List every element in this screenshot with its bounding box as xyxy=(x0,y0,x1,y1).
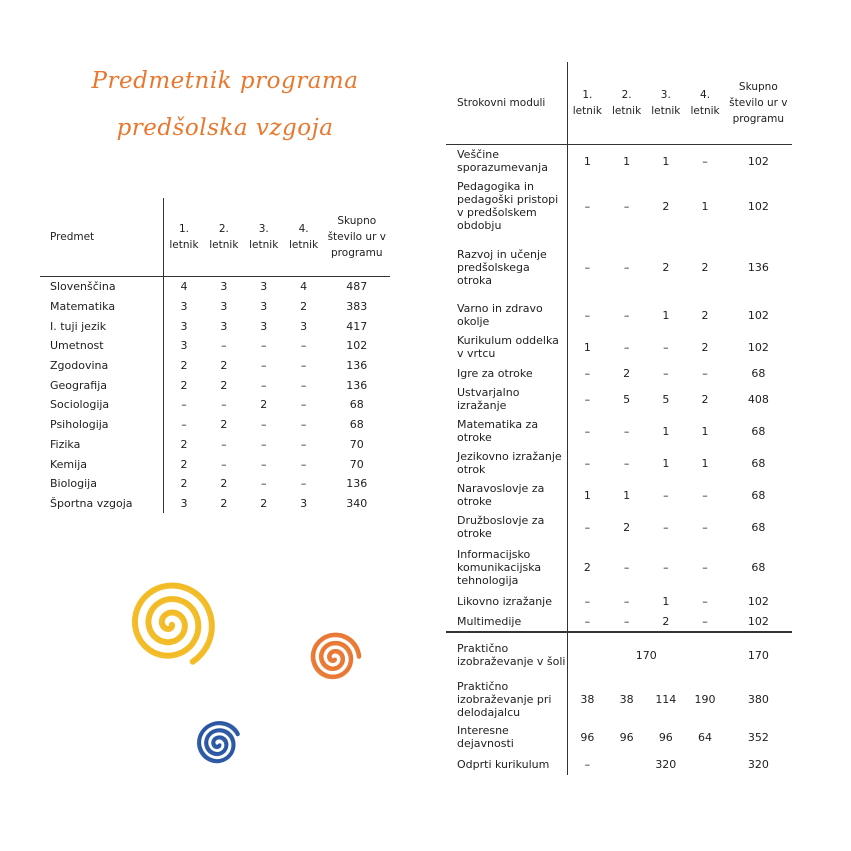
cell: 2 xyxy=(662,260,670,274)
cell: 1 xyxy=(623,154,631,168)
cell: – xyxy=(260,457,267,471)
blue-spiral-decoration xyxy=(192,718,246,770)
cell: – xyxy=(221,437,227,451)
row-label: Psihologija xyxy=(40,415,164,435)
general-subjects-table xyxy=(40,198,390,513)
row-total: 170 xyxy=(725,632,792,677)
row-total: 408 xyxy=(747,392,769,406)
table-row xyxy=(446,447,792,479)
cell: – xyxy=(663,488,669,502)
cell: 3 xyxy=(180,300,188,314)
cell: – xyxy=(623,308,630,322)
cell: 2 xyxy=(662,614,670,628)
row-label: Matematika xyxy=(40,297,164,317)
cell: 1 xyxy=(662,424,670,438)
cell: – xyxy=(584,366,591,380)
row-label: Praktično izobraževanje v šoli xyxy=(446,632,567,677)
header-year-3: 3. letnik xyxy=(646,62,685,145)
table-row xyxy=(40,336,390,356)
cell: – xyxy=(584,757,591,771)
cell: – xyxy=(300,339,307,353)
cell: 2 xyxy=(583,560,591,574)
cell: – xyxy=(221,398,227,412)
cell: 96 xyxy=(619,730,634,744)
table-row xyxy=(40,474,390,494)
header-total: Skupno število ur v programu xyxy=(725,62,792,145)
cell: 1 xyxy=(583,340,591,354)
cell: 2 xyxy=(220,496,228,510)
row-total: 417 xyxy=(346,319,368,333)
row-value: 320 xyxy=(655,757,677,771)
table-row xyxy=(40,395,390,415)
cell: 2 xyxy=(180,477,188,491)
row-total: 68 xyxy=(751,560,766,574)
row-total: 136 xyxy=(747,260,769,274)
cell: 2 xyxy=(662,199,670,213)
row-label: Matematika za otroke xyxy=(446,415,567,447)
row-total: 102 xyxy=(747,199,769,213)
cell: 2 xyxy=(220,477,228,491)
row-label: Umetnost xyxy=(40,336,164,356)
table-row xyxy=(446,611,792,632)
cell: – xyxy=(181,418,187,432)
header-module: Strokovni moduli xyxy=(446,62,567,145)
cell: – xyxy=(584,199,591,213)
cell: – xyxy=(663,520,669,534)
row-total: 68 xyxy=(751,456,766,470)
cell: 2 xyxy=(260,496,268,510)
row-total: 68 xyxy=(751,520,766,534)
cell: – xyxy=(623,614,630,628)
cell: – xyxy=(623,594,630,608)
table-row xyxy=(40,454,390,474)
cell: – xyxy=(623,199,630,213)
cell: – xyxy=(702,366,708,380)
cell: 2 xyxy=(623,366,631,380)
cell: – xyxy=(702,594,708,608)
cell: – xyxy=(623,260,630,274)
cell: 114 xyxy=(655,692,677,706)
row-total: 320 xyxy=(747,757,769,771)
header-year-1: 1. letnik xyxy=(567,62,607,145)
cell: 3 xyxy=(300,319,308,333)
row-total: 70 xyxy=(349,437,364,451)
table-row xyxy=(446,177,792,235)
row-label: Odprti kurikulum xyxy=(446,753,567,775)
row-label: Športna vzgoja xyxy=(40,494,164,514)
cell: 3 xyxy=(220,300,228,314)
row-total: 380 xyxy=(747,692,769,706)
row-value: 170 xyxy=(567,632,724,677)
cell: 1 xyxy=(583,488,591,502)
cell: 1 xyxy=(623,488,631,502)
row-label: Geografija xyxy=(40,375,164,395)
cell: 2 xyxy=(180,437,188,451)
cell: – xyxy=(702,154,708,168)
table-row xyxy=(40,356,390,376)
table-row xyxy=(40,375,390,395)
cell: 3 xyxy=(300,496,308,510)
cell: 3 xyxy=(180,496,188,510)
cell: 38 xyxy=(580,692,595,706)
cell: 3 xyxy=(180,339,188,353)
row-label: Pedagogika in pedagoški pristopi v predšolskem obdobju xyxy=(446,177,567,235)
cell: 2 xyxy=(260,398,268,412)
row-total: 68 xyxy=(751,366,766,380)
row-label: Razvoj in učenje predšolskega otroka xyxy=(446,235,567,299)
cell: 4 xyxy=(300,280,308,294)
cell: 2 xyxy=(701,392,709,406)
cell: – xyxy=(623,456,630,470)
table-row xyxy=(446,511,792,543)
cell: – xyxy=(260,339,267,353)
cell: – xyxy=(300,378,307,392)
cell: – xyxy=(702,520,708,534)
cell: – xyxy=(300,359,307,373)
cell: – xyxy=(260,359,267,373)
page-title-line-1: Predmetnik programa xyxy=(91,68,359,94)
row-total: 68 xyxy=(751,424,766,438)
header-year-1: 1. letnik xyxy=(164,198,204,277)
cell: 2 xyxy=(300,300,308,314)
cell: 190 xyxy=(694,692,716,706)
table-row xyxy=(40,316,390,336)
cell: 3 xyxy=(260,280,268,294)
cell: 5 xyxy=(662,392,670,406)
cell: 96 xyxy=(580,730,595,744)
row-label: Varno in zdravo okolje xyxy=(446,299,567,331)
cell: 2 xyxy=(623,520,631,534)
cell: 1 xyxy=(662,308,670,322)
cell: 3 xyxy=(220,280,228,294)
cell: – xyxy=(584,424,591,438)
header-year-4: 4. letnik xyxy=(685,62,724,145)
cell: – xyxy=(584,614,591,628)
table-row xyxy=(446,331,792,363)
row-label: Kurikulum oddelka v vrtcu xyxy=(446,331,567,363)
cell: 1 xyxy=(701,456,709,470)
row-label: Kemija xyxy=(40,454,164,474)
cell: 2 xyxy=(180,378,188,392)
cell: – xyxy=(260,477,267,491)
header-total: Skupno število ur v programu xyxy=(324,198,390,277)
table-row xyxy=(446,543,792,591)
row-label: Multimedije xyxy=(446,611,567,632)
row-total: 487 xyxy=(346,280,368,294)
table-row xyxy=(446,415,792,447)
cell: – xyxy=(300,437,307,451)
cell: 4 xyxy=(180,280,188,294)
cell: 38 xyxy=(619,692,634,706)
cell: 2 xyxy=(180,457,188,471)
cell: 64 xyxy=(698,730,713,744)
cell: 2 xyxy=(701,260,709,274)
header-subject: Predmet xyxy=(40,198,164,277)
table-row xyxy=(446,235,792,299)
cell: 3 xyxy=(220,319,228,333)
row-label: Veščine sporazumevanja xyxy=(446,145,567,178)
row-label: Jezikovno izražanje otrok xyxy=(446,447,567,479)
cell: – xyxy=(584,456,591,470)
table-row xyxy=(446,677,792,721)
cell: – xyxy=(623,424,630,438)
cell: – xyxy=(300,398,307,412)
row-label: Praktično izobraževanje pri delodajalcu xyxy=(446,677,567,721)
row-total: 70 xyxy=(349,457,364,471)
cell: 3 xyxy=(260,300,268,314)
row-label: Informacijsko komunikacijska tehnologija xyxy=(446,543,567,591)
table-row xyxy=(446,363,792,383)
row-total: 102 xyxy=(747,154,769,168)
table-row xyxy=(40,435,390,455)
cell: – xyxy=(260,437,267,451)
cell: – xyxy=(221,339,227,353)
table-row xyxy=(446,721,792,753)
cell: 2 xyxy=(701,308,709,322)
row-total: 68 xyxy=(751,488,766,502)
table-row xyxy=(446,145,792,178)
row-label: Družboslovje za otroke xyxy=(446,511,567,543)
cell: – xyxy=(584,520,591,534)
cell: 1 xyxy=(662,154,670,168)
cell: 2 xyxy=(220,418,228,432)
cell: 1 xyxy=(583,154,591,168)
cell: – xyxy=(584,308,591,322)
cell: 3 xyxy=(260,319,268,333)
cell: – xyxy=(300,457,307,471)
cell: – xyxy=(663,560,669,574)
cell: – xyxy=(663,340,669,354)
cell: 3 xyxy=(180,319,188,333)
cell: 96 xyxy=(658,730,673,744)
row-total: 352 xyxy=(747,730,769,744)
row-label: Zgodovina xyxy=(40,356,164,376)
table-row xyxy=(446,753,792,775)
header-year-3: 3. letnik xyxy=(244,198,284,277)
table-row xyxy=(40,494,390,514)
row-label: I. tuji jezik xyxy=(40,316,164,336)
row-label: Slovenščina xyxy=(40,277,164,297)
yellow-spiral-decoration xyxy=(112,578,224,678)
cell: – xyxy=(702,560,708,574)
cell: – xyxy=(300,477,307,491)
cell: – xyxy=(702,614,708,628)
row-total: 102 xyxy=(346,339,368,353)
cell: – xyxy=(221,457,227,471)
cell: – xyxy=(663,366,669,380)
row-label: Ustvarjalno izražanje xyxy=(446,383,567,415)
page-title-line-2: predšolska vzgoja xyxy=(116,115,334,141)
cell: 2 xyxy=(220,378,228,392)
table-row xyxy=(40,277,390,297)
table-row xyxy=(446,591,792,611)
row-total: 136 xyxy=(346,477,368,491)
professional-modules-table xyxy=(446,62,792,775)
cell: – xyxy=(584,260,591,274)
row-label: Fizika xyxy=(40,435,164,455)
row-label: Likovno izražanje xyxy=(446,591,567,611)
cell: – xyxy=(623,340,630,354)
row-label: Biologija xyxy=(40,474,164,494)
cell: 2 xyxy=(180,359,188,373)
cell: – xyxy=(702,488,708,502)
cell: – xyxy=(260,418,267,432)
cell: 1 xyxy=(701,424,709,438)
cell: – xyxy=(260,378,267,392)
cell: – xyxy=(623,560,630,574)
row-total: 68 xyxy=(349,418,364,432)
table-row xyxy=(446,383,792,415)
row-label: Sociologija xyxy=(40,395,164,415)
table-row xyxy=(40,297,390,317)
cell: 2 xyxy=(701,340,709,354)
cell: 5 xyxy=(623,392,631,406)
row-total: 340 xyxy=(346,496,368,510)
header-year-2: 2. letnik xyxy=(204,198,244,277)
row-total: 102 xyxy=(747,594,769,608)
cell: 1 xyxy=(701,199,709,213)
cell: 1 xyxy=(662,594,670,608)
row-total: 102 xyxy=(747,614,769,628)
orange-spiral-decoration xyxy=(304,628,362,688)
row-total: 136 xyxy=(346,359,368,373)
table-row xyxy=(446,479,792,511)
header-year-4: 4. letnik xyxy=(284,198,324,277)
cell: 2 xyxy=(220,359,228,373)
row-total: 383 xyxy=(346,300,368,314)
row-total: 102 xyxy=(747,308,769,322)
header-year-2: 2. letnik xyxy=(607,62,646,145)
table-row xyxy=(40,415,390,435)
cell: – xyxy=(181,398,187,412)
row-label: Igre za otroke xyxy=(446,363,567,383)
row-label: Interesne dejavnosti xyxy=(446,721,567,753)
table-row xyxy=(446,299,792,331)
cell: – xyxy=(584,392,591,406)
row-total: 68 xyxy=(349,398,364,412)
row-total: 102 xyxy=(747,340,769,354)
table-row xyxy=(446,632,792,677)
cell: – xyxy=(300,418,307,432)
row-total: 136 xyxy=(346,378,368,392)
row-label: Naravoslovje za otroke xyxy=(446,479,567,511)
cell: – xyxy=(584,594,591,608)
cell: 1 xyxy=(662,456,670,470)
